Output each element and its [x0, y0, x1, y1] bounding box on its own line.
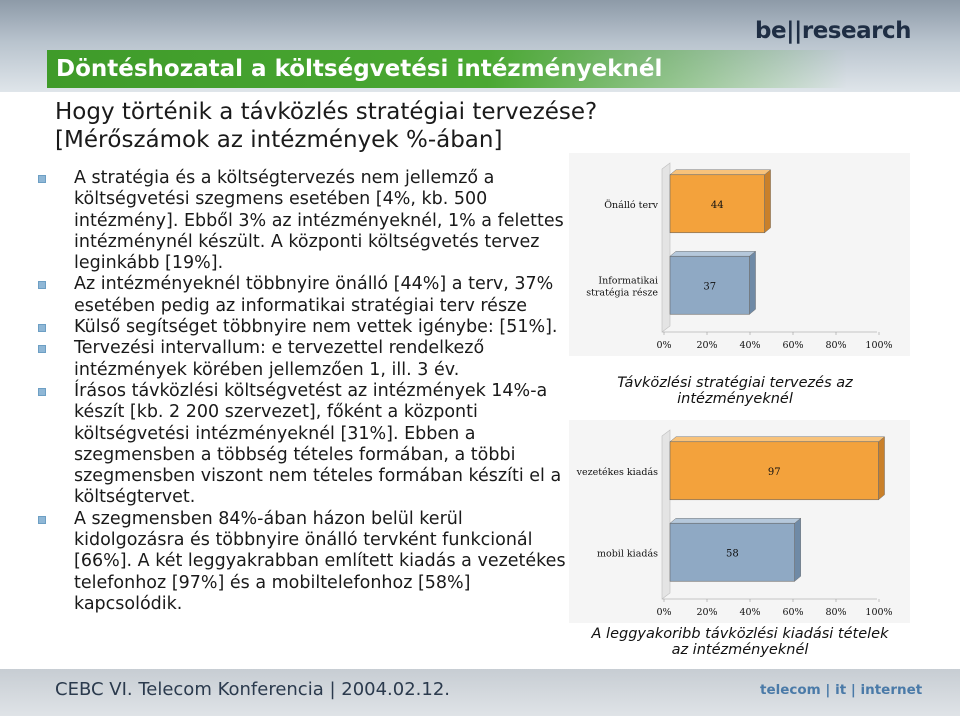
chart-expense-items-svg	[569, 420, 910, 623]
bullet-text: Írásos távközlési költségvetést az intézmények 14%-a készít [kb. 2 200 szervezet], főként a központi költségvetési intézményeknél [31%]. Ebben a szegmensben a többség tételes formában, a többi szegmensben viszont nem tételes formában készíti el a költségtervet.	[74, 380, 562, 508]
bullet-item	[38, 168, 568, 274]
bar-top-face	[670, 251, 756, 256]
x-tick-label: 60%	[782, 340, 804, 351]
bullet-item	[38, 338, 568, 381]
chart-expense-items	[569, 420, 910, 623]
bar-top-face	[670, 437, 885, 442]
x-tick-label: 0%	[656, 340, 672, 351]
x-tick-label: 100%	[865, 607, 893, 618]
x-tick-label: 20%	[696, 340, 718, 351]
chart-side-wall	[662, 430, 670, 599]
chart-strategy-caption: Távközlési stratégiai tervezés az intézményeknél	[617, 375, 853, 407]
bar-data-label: 37	[703, 281, 717, 293]
subtitle-unit: [Mérőszámok az intézmények %-ában]	[55, 127, 503, 153]
bullet-item	[38, 509, 568, 615]
category-label: mobil kiadás	[597, 548, 658, 560]
bar-data-label: 97	[767, 466, 781, 478]
bar-top-face	[670, 518, 801, 523]
category-label: stratégia része	[586, 287, 658, 299]
bullet-item	[38, 274, 568, 317]
bar-data-label: 58	[725, 548, 739, 560]
x-tick-label: 40%	[739, 607, 761, 618]
bullet-item	[38, 317, 568, 338]
footer-conference: CEBC VI. Telecom Konferencia | 2004.02.12.	[55, 679, 451, 700]
bar-side-face	[879, 437, 885, 500]
bar-side-face	[750, 251, 756, 314]
subtitle	[55, 98, 597, 154]
bar-side-face	[765, 170, 771, 233]
chart-expense-caption: A leggyakoribb távközlési kiadási tételek az intézményeknél	[591, 626, 889, 658]
x-tick-label: 100%	[865, 340, 893, 351]
bullet-list	[38, 168, 568, 615]
bullet-text: Külső segítséget többnyire nem vettek igénybe: [51%].	[74, 317, 558, 338]
subtitle-question: Hogy történik a távközlés stratégiai tervezése?	[55, 99, 598, 125]
x-tick-label: 60%	[782, 607, 804, 618]
x-tick-label: 80%	[825, 340, 847, 351]
x-tick-label: 80%	[825, 607, 847, 618]
bullet-item	[38, 381, 568, 509]
bullet-square-icon	[38, 345, 46, 353]
category-label: Informatikai	[598, 275, 658, 287]
chart-side-wall	[662, 163, 670, 332]
bullet-text: A stratégia és a költségtervezés nem jellemző a költségvetési szegmens esetében [4%, kb. 500 intézmény]. Ebből 3% az intézményeknél, 1% a felettes intézménynél készült. A központi költségvetés tervez leginkább [19%].	[74, 168, 564, 274]
chart-strategy-planning-svg	[569, 153, 910, 356]
category-label: Önálló terv	[604, 199, 658, 211]
slide-title: Döntéshozatal a költségvetési intézményeknél	[47, 50, 847, 88]
x-tick-label: 20%	[696, 607, 718, 618]
bar-top-face	[670, 170, 771, 175]
bullet-text: Az intézményeknél többnyire önálló [44%] a terv, 37% esetében pedig az informatikai stratégiai terv része	[74, 274, 554, 316]
bullet-square-icon	[38, 324, 46, 332]
bullet-square-icon	[38, 175, 46, 183]
category-label: vezetékes kiadás	[576, 466, 658, 478]
bullet-square-icon	[38, 281, 46, 289]
chart-strategy-planning	[569, 153, 910, 356]
bullet-text: A szegmensben 84%-ában házon belül kerül kidolgozásra és többnyire önálló tervként funkcionál [66%]. A két leggyakrabban említett kiadás a vezetékes telefonhoz [97%] és a mobiltelefonhoz [58%] kapcsolódik.	[74, 508, 566, 614]
bullet-square-icon	[38, 388, 46, 396]
x-tick-label: 40%	[739, 340, 761, 351]
x-tick-label: 0%	[656, 607, 672, 618]
footer-tagline: telecom | it | internet	[760, 682, 923, 698]
bar-data-label: 44	[710, 199, 724, 211]
bar-side-face	[795, 518, 801, 581]
bellresearch-logo: be||research	[755, 18, 911, 44]
bullet-square-icon	[38, 516, 46, 524]
bullet-text: Tervezési intervallum: e tervezettel rendelkező intézmények körében jellemzően 1, ill. 3 év.	[74, 338, 485, 380]
